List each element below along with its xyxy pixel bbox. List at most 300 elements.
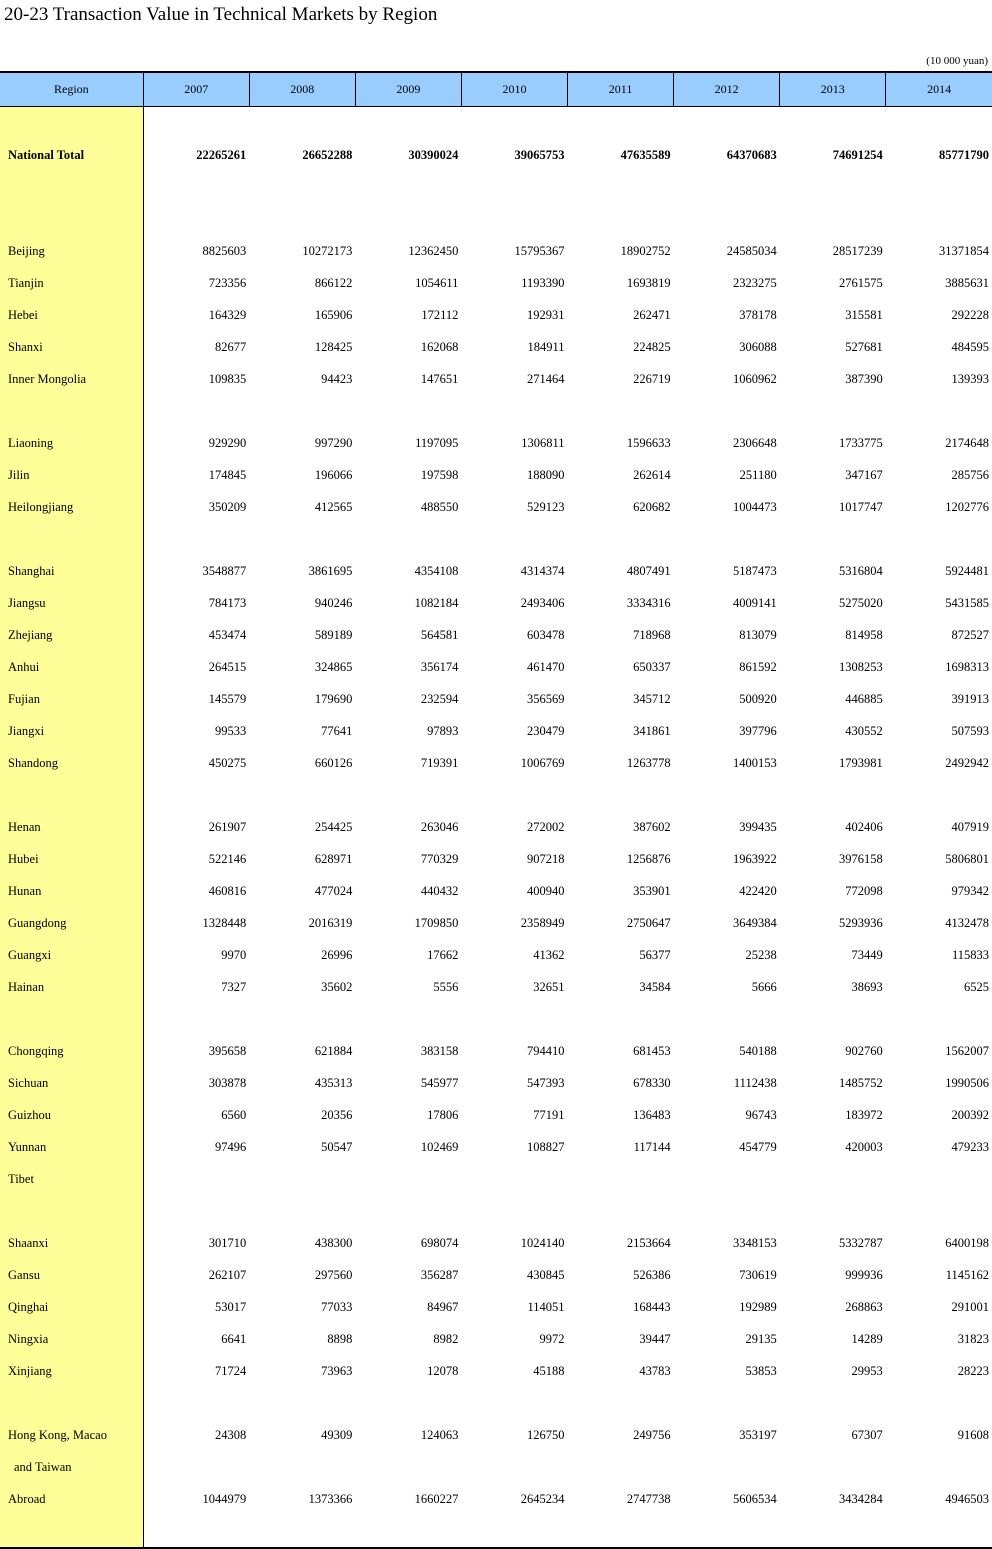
value-cell: 264515 [208,659,247,674]
value-cell: 4132478 [945,915,989,930]
value-cell: 114051 [527,1299,565,1314]
value-cell: 4946503 [945,1491,989,1506]
value-cell: 147651 [420,371,459,386]
value-cell [355,1003,461,1035]
value-cell [568,107,674,140]
value-cell: 1400153 [732,755,777,770]
value-cell: 1044979 [202,1491,247,1506]
value-cell [461,1515,567,1548]
value-cell [355,395,461,427]
value-cell [461,523,567,555]
value-cell [249,203,355,235]
value-cell: 174845 [208,467,247,482]
value-cell [568,779,674,811]
value-cell: 262614 [633,467,671,482]
table-row [0,235,992,267]
header-year: 2008 [249,72,355,107]
value-cell: 38693 [851,979,883,994]
region-cell: Hunan [0,875,143,907]
value-cell [674,1195,780,1227]
value-cell [355,107,461,140]
spacer-row [0,107,992,140]
value-cell: 39065753 [514,147,565,162]
value-cell: 145579 [208,691,247,706]
value-cell: 3548877 [202,563,247,578]
table-body [0,107,992,1549]
value-cell: 192931 [527,307,565,322]
value-cell: 718968 [633,627,671,642]
value-cell [674,1163,780,1195]
value-cell: 1256876 [626,851,671,866]
spacer-row [0,203,992,235]
value-cell: 907218 [527,851,565,866]
value-cell: 115833 [951,947,989,962]
region-cell: Sichuan [0,1067,143,1099]
value-cell: 96743 [745,1107,777,1122]
region-cell: Guangxi [0,939,143,971]
region-cell: Liaoning [0,427,143,459]
value-cell: 1793981 [839,755,883,770]
value-cell: 1145162 [945,1267,989,1282]
value-cell: 5431585 [945,595,989,610]
value-cell: 232594 [420,691,459,706]
value-cell: 1060962 [732,371,777,386]
header-year: 2010 [461,72,567,107]
value-cell [780,1387,886,1419]
value-cell [461,1451,567,1483]
value-cell [886,395,992,427]
value-cell [568,1515,674,1548]
value-cell: 603478 [527,627,565,642]
region-cell: Shanghai [0,555,143,587]
value-cell: 224825 [633,339,671,354]
value-cell: 4807491 [626,563,671,578]
region-cell [0,523,143,555]
region-cell [0,779,143,811]
region-cell: Tibet [0,1163,143,1195]
table-row [0,1451,992,1483]
region-cell: Tianjin [0,267,143,299]
value-cell [249,171,355,203]
value-cell: 861592 [739,659,777,674]
value-cell: 251180 [739,467,777,482]
value-cell: 620682 [633,499,671,514]
value-cell [249,395,355,427]
value-cell: 770329 [420,851,459,866]
value-cell: 698074 [420,1235,459,1250]
value-cell: 356287 [420,1267,459,1282]
value-cell [355,1515,461,1548]
spacer-row [0,395,992,427]
value-cell: 35602 [321,979,353,994]
table-row [0,1131,992,1163]
table-row [0,1355,992,1387]
header-region: Region [0,72,143,107]
value-cell: 440432 [420,883,459,898]
value-cell [886,1515,992,1548]
value-cell: 430845 [527,1267,565,1282]
value-cell: 97496 [214,1139,247,1154]
value-cell: 183972 [845,1107,883,1122]
value-cell: 1693819 [626,275,671,290]
value-cell: 1698313 [945,659,989,674]
value-cell: 460816 [208,883,247,898]
table-row [0,1323,992,1355]
value-cell [674,523,780,555]
region-cell: Jiangxi [0,715,143,747]
value-cell: 226719 [633,371,671,386]
value-cell [674,395,780,427]
value-cell: 422420 [739,883,777,898]
value-cell [568,1387,674,1419]
table-row [0,1419,992,1451]
value-cell: 292228 [951,307,989,322]
value-cell: 56377 [639,947,671,962]
value-cell [461,203,567,235]
table-row [0,1291,992,1323]
region-cell: Inner Mongolia [0,363,143,395]
value-cell: 402406 [845,819,883,834]
value-cell: 82677 [214,339,247,354]
header-year: 2009 [355,72,461,107]
value-cell: 1112438 [733,1075,777,1090]
value-cell: 589189 [314,627,353,642]
value-cell: 8825603 [202,243,247,258]
value-cell: 999936 [845,1267,883,1282]
value-cell [249,1515,355,1548]
value-cell: 814958 [845,627,883,642]
spacer-row [0,171,992,203]
value-cell: 4354108 [414,563,459,578]
value-cell: 350209 [208,499,247,514]
value-cell: 730619 [739,1267,777,1282]
value-cell [461,1163,567,1195]
value-cell: 50547 [321,1139,353,1154]
value-cell: 356174 [420,659,459,674]
value-cell: 678330 [633,1075,671,1090]
value-cell: 6560 [221,1107,247,1122]
value-cell [674,1003,780,1035]
value-cell [674,203,780,235]
value-cell: 41362 [533,947,565,962]
value-cell: 47635589 [620,147,671,162]
value-cell: 306088 [739,339,777,354]
value-cell: 660126 [314,755,353,770]
value-cell: 285756 [951,467,989,482]
value-cell: 77033 [321,1299,353,1314]
value-cell: 1328448 [202,915,247,930]
value-cell: 5332787 [839,1235,883,1250]
value-cell [249,1451,355,1483]
value-cell: 1963922 [732,851,777,866]
value-cell: 1733775 [839,435,883,450]
spacer-row [0,1387,992,1419]
value-cell: 397796 [739,723,777,738]
value-cell: 387390 [845,371,883,386]
value-cell: 117144 [633,1139,671,1154]
value-cell: 461470 [527,659,565,674]
table-header-row [0,72,992,107]
value-cell: 109835 [208,371,247,386]
value-cell: 507593 [951,723,989,738]
value-cell [461,1003,567,1035]
value-cell: 1306811 [521,435,565,450]
value-cell: 450275 [208,755,247,770]
value-cell [461,1387,567,1419]
value-cell: 3434284 [839,1491,883,1506]
value-cell: 400940 [527,883,565,898]
value-cell [143,1515,249,1548]
value-cell: 108827 [527,1139,565,1154]
value-cell: 126750 [527,1427,565,1442]
value-cell: 5666 [751,979,777,994]
value-cell: 540188 [739,1043,777,1058]
table-row [0,811,992,843]
value-cell: 997290 [314,435,353,450]
value-cell: 1485752 [839,1075,883,1090]
region-cell: Henan [0,811,143,843]
value-cell: 262471 [633,307,671,322]
value-cell [674,171,780,203]
value-cell: 124063 [420,1427,459,1442]
value-cell: 77641 [321,723,353,738]
value-cell: 74691254 [832,147,883,162]
value-cell [568,1163,674,1195]
value-cell: 268863 [845,1299,883,1314]
value-cell: 5316804 [839,563,883,578]
region-cell [0,1387,143,1419]
value-cell: 324865 [314,659,353,674]
value-cell [461,171,567,203]
value-cell: 723356 [208,275,247,290]
table-row [0,971,992,1003]
value-cell: 230479 [527,723,565,738]
value-cell: 184911 [527,339,565,354]
value-cell: 1193390 [521,275,565,290]
value-cell: 1054611 [415,275,459,290]
value-cell: 12078 [427,1363,459,1378]
value-cell: 168443 [633,1299,671,1314]
value-cell: 28517239 [832,243,883,258]
value-cell [143,107,249,140]
value-cell: 271464 [527,371,565,386]
table-row [0,1067,992,1099]
value-cell: 8982 [433,1331,459,1346]
region-cell: Gansu [0,1259,143,1291]
value-cell: 1017747 [839,499,883,514]
value-cell: 34584 [639,979,671,994]
value-cell: 6400198 [945,1235,989,1250]
value-cell: 102469 [420,1139,459,1154]
value-cell [355,523,461,555]
value-cell: 438300 [314,1235,353,1250]
value-cell: 3649384 [732,915,777,930]
spacer-row [0,523,992,555]
value-cell [249,107,355,140]
value-cell: 527681 [845,339,883,354]
value-cell [355,1163,461,1195]
value-cell [886,1195,992,1227]
value-cell: 196066 [314,467,353,482]
value-cell: 2323275 [732,275,777,290]
region-cell: Heilongjiang [0,491,143,523]
value-cell: 85771790 [939,147,989,162]
value-cell: 29953 [851,1363,883,1378]
region-cell: Zhejiang [0,619,143,651]
value-cell [780,779,886,811]
value-cell [886,523,992,555]
table-row [0,683,992,715]
value-cell [780,523,886,555]
region-cell [0,1003,143,1035]
value-cell: 1562007 [945,1043,989,1058]
value-cell [674,1515,780,1548]
value-cell [674,107,780,140]
value-cell: 772098 [845,883,883,898]
value-cell [780,1003,886,1035]
value-cell [461,1195,567,1227]
header-year: 2007 [143,72,249,107]
value-cell: 412565 [314,499,353,514]
value-cell: 303878 [208,1075,247,1090]
value-cell: 872527 [951,627,989,642]
region-cell: Guizhou [0,1099,143,1131]
value-cell: 179690 [314,691,353,706]
value-cell: 650337 [633,659,671,674]
value-cell [886,1387,992,1419]
value-cell [355,203,461,235]
value-cell [674,779,780,811]
value-cell [249,1387,355,1419]
value-cell: 430552 [845,723,883,738]
table-row [0,331,992,363]
value-cell [780,171,886,203]
value-cell: 522146 [208,851,247,866]
region-cell: Beijing [0,235,143,267]
value-cell: 91608 [957,1427,989,1442]
value-cell: 2493406 [520,595,565,610]
value-cell [249,1163,355,1195]
table-row [0,907,992,939]
region-cell: Qinghai [0,1291,143,1323]
header-year: 2011 [568,72,674,107]
value-cell: 5556 [433,979,459,994]
value-cell: 902760 [845,1043,883,1058]
value-cell [568,395,674,427]
value-cell: 28223 [957,1363,989,1378]
value-cell [886,1003,992,1035]
value-cell [568,1451,674,1483]
value-cell: 2153664 [626,1235,671,1250]
region-cell [0,203,143,235]
value-cell: 391913 [951,691,989,706]
value-cell: 24585034 [726,243,777,258]
value-cell: 794410 [527,1043,565,1058]
value-cell: 165906 [314,307,353,322]
data-table [0,71,992,1549]
value-cell: 53853 [745,1363,777,1378]
value-cell: 5293936 [839,915,883,930]
value-cell [780,1163,886,1195]
region-cell: Ningxia [0,1323,143,1355]
value-cell [461,107,567,140]
value-cell: 172112 [421,307,459,322]
value-cell: 395658 [208,1043,247,1058]
value-cell: 31823 [957,1331,989,1346]
value-cell: 7327 [221,979,247,994]
region-cell: Jiangsu [0,587,143,619]
value-cell: 164329 [208,307,247,322]
value-cell: 484595 [951,339,989,354]
value-cell: 73963 [321,1363,353,1378]
value-cell: 5187473 [732,563,777,578]
table-row [0,587,992,619]
value-cell: 272002 [527,819,565,834]
value-cell: 547393 [527,1075,565,1090]
value-cell: 99533 [214,723,247,738]
region-cell: Anhui [0,651,143,683]
value-cell: 45188 [533,1363,565,1378]
header-year: 2012 [674,72,780,107]
value-cell: 2761575 [839,275,883,290]
table-row [0,747,992,779]
value-cell: 929290 [208,435,247,450]
value-cell: 128425 [314,339,353,354]
region-cell: Shanxi [0,331,143,363]
value-cell: 97893 [427,723,459,738]
page-title: 20-23 Transaction Value in Technical Markets by Region [4,4,438,25]
value-cell: 73449 [851,947,883,962]
value-cell: 341861 [633,723,671,738]
value-cell: 22265261 [196,147,247,162]
value-cell: 435313 [314,1075,353,1090]
value-cell [886,779,992,811]
value-cell: 263046 [420,819,459,834]
total-row [0,139,992,171]
value-cell: 64370683 [726,147,777,162]
value-cell: 26652288 [302,147,353,162]
spacer-row [0,1003,992,1035]
value-cell: 621884 [314,1043,353,1058]
value-cell: 628971 [314,851,353,866]
value-cell: 1373366 [308,1491,353,1506]
value-cell: 545977 [420,1075,459,1090]
spacer-row [0,779,992,811]
value-cell [355,1195,461,1227]
value-cell: 529123 [527,499,565,514]
table-row [0,1035,992,1067]
value-cell: 3976158 [839,851,883,866]
value-cell: 43783 [639,1363,671,1378]
value-cell [355,1451,461,1483]
value-cell: 1082184 [414,595,459,610]
value-cell: 77191 [533,1107,565,1122]
value-cell [886,171,992,203]
value-cell: 12362450 [408,243,459,258]
value-cell [355,779,461,811]
value-cell [674,1451,780,1483]
value-cell [143,1003,249,1035]
value-cell: 353197 [739,1427,777,1442]
value-cell [249,1003,355,1035]
value-cell [780,107,886,140]
value-cell [249,1195,355,1227]
value-cell: 420003 [845,1139,883,1154]
value-cell: 446885 [845,691,883,706]
value-cell: 301710 [208,1235,247,1250]
value-cell: 2174648 [945,435,989,450]
value-cell: 866122 [314,275,353,290]
